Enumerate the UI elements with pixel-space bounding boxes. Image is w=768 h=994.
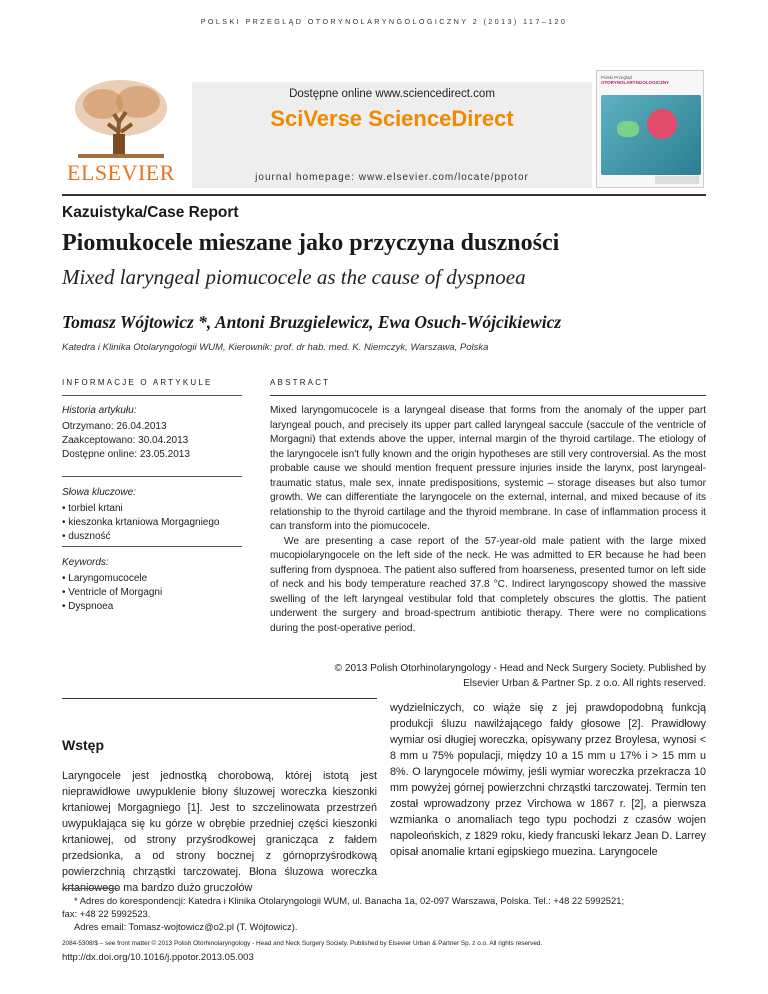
author-list[interactable]: Tomasz Wójtowicz *, Antoni Bruzgielewicz, Ewa Osuch-Wójcikiewicz [62,312,562,332]
article-info-heading: INFORMACJE O ARTYKULE [62,378,213,387]
keyword-item: • torbiel krtani [62,503,123,514]
journal-homepage-link[interactable]: journal homepage: www.elsevier.com/locate/ppotor [255,172,529,183]
footnote-divider [62,888,118,889]
info-divider-1 [62,476,242,477]
cover-graphic-red [647,109,677,139]
header-divider [62,194,706,196]
publisher-banner [62,70,706,190]
sciencedirect-box [192,82,592,188]
tree-logo-icon [68,74,174,160]
sciencedirect-logo[interactable]: SciVerse ScienceDirect [270,106,514,131]
elsevier-logo[interactable] [62,70,180,188]
article-subtitle: Mixed laryngeal piomucocele as the cause of dyspnoea [62,265,526,289]
abstract-heading: ABSTRACT [270,378,331,387]
keyword-item: • Laryngomucocele [62,573,148,584]
article-history: Historia artykułu: Otrzymano: 26.04.2013 Zaakceptowano: 30.04.2013 Dostępne online: 23.05.2013 [62,404,242,462]
info-divider-top [62,395,242,396]
available-online[interactable]: Dostępne online www.sciencedirect.com [289,88,495,100]
received-date: Otrzymano: 26.04.2013 [62,421,167,432]
online-date: Dostępne online: 23.05.2013 [62,449,190,460]
elsevier-wordmark: ELSEVIER [67,160,175,185]
body-divider [62,698,377,699]
body-text-right: wydzielniczych, co wiąże się z jej prawdopodobną funkcją produkcji śluzu nawilżającego fałdy głosowe [2]. Prawidłowy wymiar osi długiej woreczka, opisywany przez Broylesa, wynosi < 8 mm u 75% populacji, między 10 a 15 mm u 17% i > 15 mm u 8%. O laryngocele mówimy, jeśli wymiar woreczka przekracza 10 mm powyżej górnej powierzchni chrząstki tarczowatej. Termin ten został wprowadzony przez Virchowa w 1867 r. [2], a pierwsza wzmianka o anomaliach tego typu pochodzi z czasów wojen napoleońskich, z 1829 roku, kiedy francuski lekarz Jean D. Larrey opisał anomalie krtani egipskiego muezina. Laryngocele [390,702,706,858]
abstract-paragraph: Mixed laryngomucocele is a laryngeal disease that forms from the anomaly of the upper part laryngeal pouch, and precisely its upper part called laryngeal saccule (saccule of the ventricle of Morgagni) that extends above the upper, internal margin of the thyroid cartilage. The etiology of the laryngocele isn't fully known and the origin hypotheses are still very controversial. As the most probable cause we should mention frequent pressure injuries inside the larynx, post laryngeal-traumatic status, male sex, innate predispositions, systemic – storage diseases but also tumor growth. We can differentiate the laryngocele on the external, internal, and mixed because of its relationship to the thyroid cartilage and the thyroid membrane. In case of inflammation process it can transform into the piomucocele. [270,405,706,532]
accepted-date: Zaakceptowano: 30.04.2013 [62,435,189,446]
cover-graphic-green [617,121,639,137]
abstract-paragraph: We are presenting a case report of the 57-year-old male patient with the large mixed mucopiolaryngocele on the left side of the neck. He was admitted to ER because he had been suffering from dyspnoea. The patient also suffered from hoarseness, presented tumor on left side of neck and his body temperature reached 37.8 °C. Indirect laryngoscopy showed the massive swelling of the left laryngeal vestibular fold that completely obscures the glottis. The patient underwent the surgery and broad-spectrum antibiotic therapy. There were no complications during the post-operative period. [270,535,706,634]
section-heading-intro: Wstęp [62,737,104,753]
cover-title: Polski Przegląd OTORYNOLARYNGOLOGICZNY [601,75,670,85]
keyword-item: • kieszonka krtaniowa Morgagniego [62,517,220,528]
journal-cover-thumbnail[interactable] [596,70,704,188]
author-email[interactable]: Adres email: Tomasz-wojtowicz@o2.pl (T. Wójtowicz). [74,921,298,932]
article-title: Piomukocele mieszane jako przyczyna duszności [62,230,560,256]
keyword-item: • Dyspnoea [62,601,114,612]
keywords-pl: Słowa kluczowe: • torbiel krtani • kieszonka krtaniowa Morgagniego • duszność [62,486,242,544]
body-text-left: Laryngocele jest jednostką chorobową, której istotą jest nieprawidłowe uwypuklenie błony śluzowej woreczka kieszonki krtaniowej Morgagniego [1]. Jest to szczelinowata przestrzeń uwypuklająca się ku górze w obrębie przedniej części kieszonki krtaniowej, od strony przyśrodkowej granicząca z fałdem przedsionka, a od strony bocznej z górnoprzyśrodkową powierzchnią chrząstki tarczowatej. Błona śluzowa woreczka krtaniowego ma bardzo dużo gruczołów [62,770,377,894]
keyword-item: • Ventricle of Morgagni [62,587,163,598]
correspondence-footnote: * Adres do korespondencji: Katedra i Klinika Otolaryngologii WUM, ul. Banacha 1a, 02-097 Warszawa, Polska. Tel.: +48 22 5992521; fax: +48 22 5992523. Adres email: Tomasz-wojtowicz@o2.pl (T. Wójtowicz). [62,894,706,933]
abstract-text [270,404,706,636]
doi-link[interactable]: http://dx.doi.org/10.1016/j.ppotor.2013.05.003 [62,952,254,963]
journal-header: POLSKI PRZEGLĄD OTORYNOLARYNGOLOGICZNY 2 (2013) 117–120 [200,17,568,26]
abstract-divider-top [270,395,706,396]
keyword-item: • duszność [62,531,111,542]
info-divider-2 [62,546,242,547]
article-type: Kazuistyka/Case Report [62,204,239,221]
abstract-copyright: © 2013 Polish Otorhinolaryngology - Head and Neck Surgery Society. Published by Elsevier Urban & Partner Sp. z o.o. All rights reserved. [334,663,706,689]
keywords-en: Keywords: • Laryngomucocele • Ventricle of Morgagni • Dyspnoea [62,556,242,614]
cover-footer [655,176,699,184]
issn-line: 2084-5308/$ – see front matter © 2013 Polish Otorhinolaryngology - Head and Neck Surgery Society. Published by Elsevier Urban & Partner Sp. z o.o. All rights reserved. [62,940,543,947]
affiliation: Katedra i Klinika Otolaryngologii WUM, Kierownik: prof. dr hab. med. K. Niemczyk, Warszawa, Polska [62,342,489,353]
